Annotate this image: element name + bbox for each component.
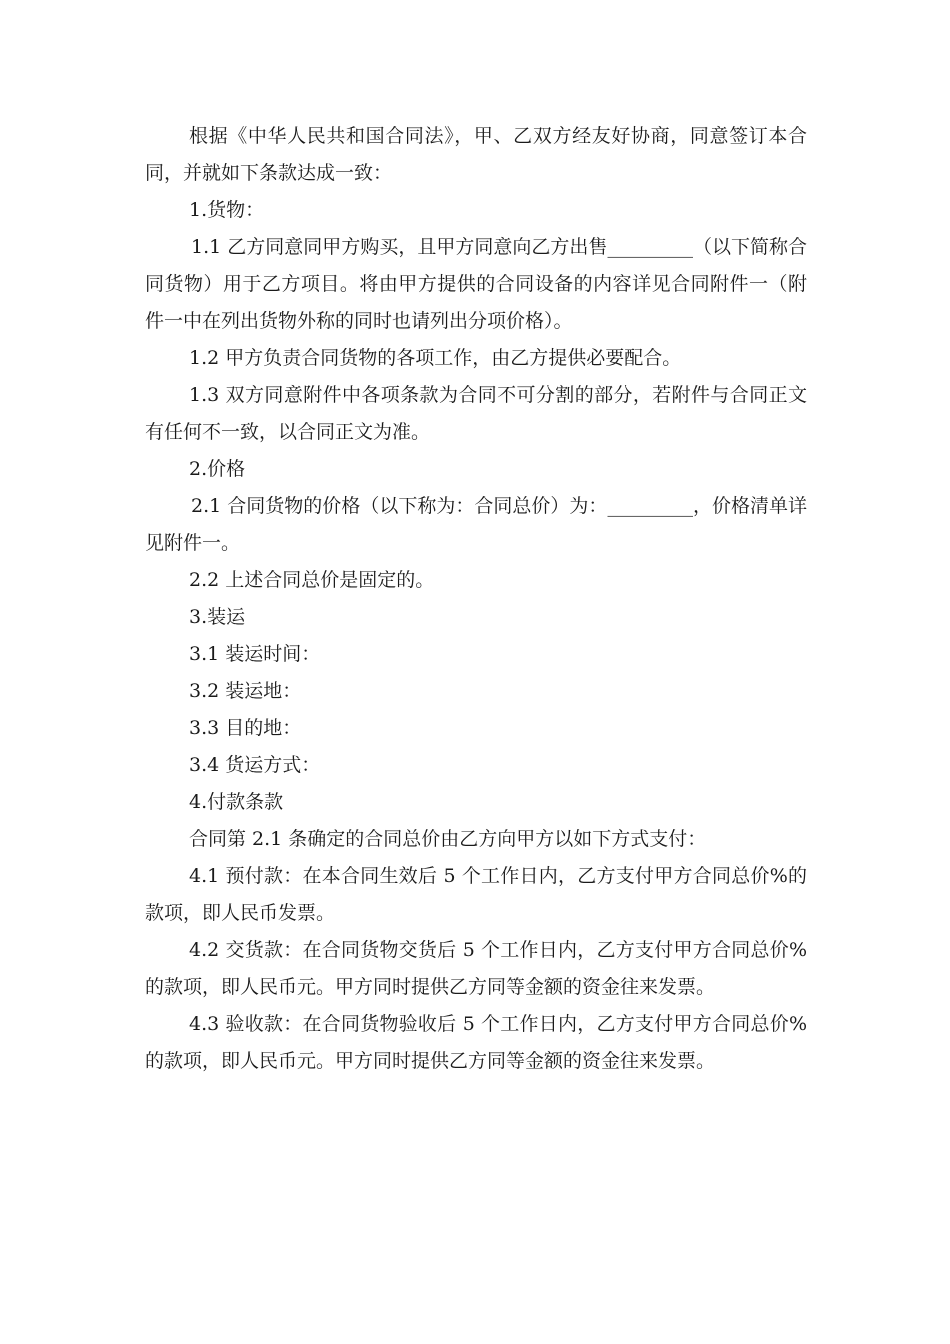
clause-3-2: 3.2 装运地： (189, 680, 302, 702)
clause-1-2: 1.2 甲方负责合同货物的各项工作，由乙方提供必要配合。 (189, 347, 682, 369)
clause-3-4: 3.4 货运方式： (189, 754, 321, 776)
clause-2-1: 2.1 合同货物的价格（以下称为：合同总价）为：_________，价格清单详见附件一。 (145, 495, 807, 554)
clause-3-3: 3.3 目的地： (189, 717, 302, 739)
document-body (145, 118, 807, 1080)
clause-2-2: 2.2 上述合同总价是固定的。 (189, 569, 435, 591)
payment-intro: 合同第 2.1 条确定的合同总价由乙方向甲方以如下方式支付： (189, 828, 707, 850)
clause-4-2: 4.2 交货款：在合同货物交货后 5 个工作日内，乙方支付甲方合同总价%的款项，即人民币元。甲方同时提供乙方同等金额的资金往来发票。 (145, 939, 807, 998)
heading-goods: 1.货物： (189, 199, 265, 221)
paragraph-intro: 根据《中华人民共和国合同法》，甲、乙双方经友好协商，同意签订本合同，并就如下条款达成一致： (145, 125, 807, 184)
clause-1-1: 1.1 乙方同意同甲方购买，且甲方同意向乙方出售_________（以下简称合同货物）用于乙方项目。将由甲方提供的合同设备的内容详见合同附件一（附件一中在列出货物外称的同时也请列出分项价格）。 (145, 236, 807, 332)
heading-price: 2.价格 (189, 458, 246, 480)
heading-payment: 4.付款条款 (189, 791, 284, 813)
clause-4-1: 4.1 预付款：在本合同生效后 5 个工作日内，乙方支付甲方合同总价%的款项，即人民币发票。 (145, 865, 807, 924)
heading-shipment: 3.装运 (189, 606, 246, 628)
clause-1-3: 1.3 双方同意附件中各项条款为合同不可分割的部分，若附件与合同正文有任何不一致，以合同正文为准。 (145, 384, 807, 443)
clause-4-3: 4.3 验收款：在合同货物验收后 5 个工作日内，乙方支付甲方合同总价%的款项，即人民币元。甲方同时提供乙方同等金额的资金往来发票。 (145, 1013, 807, 1072)
clause-3-1: 3.1 装运时间： (189, 643, 321, 665)
